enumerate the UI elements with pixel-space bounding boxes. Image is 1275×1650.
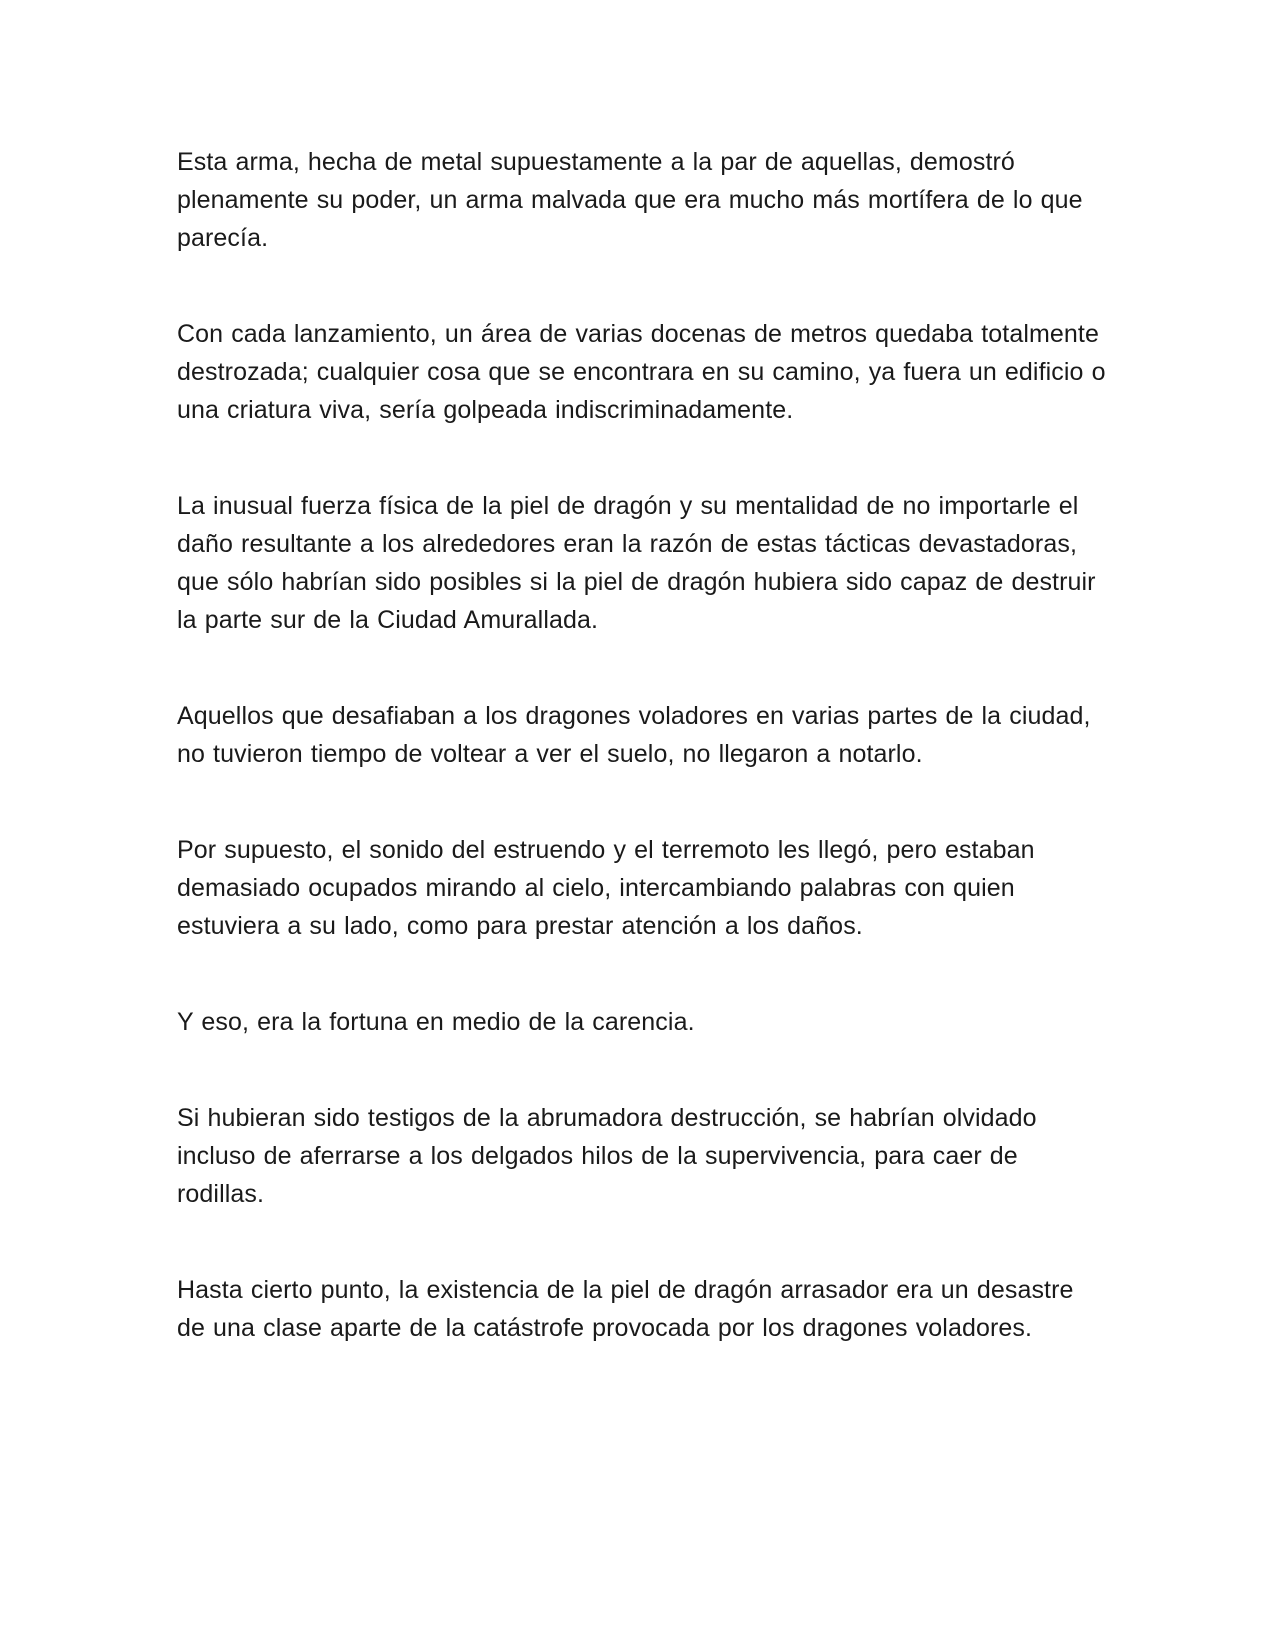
document-body: [177, 143, 1107, 1405]
paragraph-7: Si hubieran sido testigos de la abrumadora destrucción, se habrían olvidado incluso de aferrarse a los delgados hilos de la supervivencia, para caer de rodillas.: [177, 1104, 1037, 1208]
paragraph-6: Y eso, era la fortuna en medio de la carencia.: [177, 1008, 695, 1036]
paragraph-1: Esta arma, hecha de metal supuestamente a la par de aquellas, demostró plenamente su poder, un arma malvada que era mucho más mortífera de lo que parecía.: [177, 148, 1083, 252]
paragraph-8: Hasta cierto punto, la existencia de la piel de dragón arrasador era un desastre de una clase aparte de la catástrofe provocada por los dragones voladores.: [177, 1276, 1074, 1342]
paragraph-3: La inusual fuerza física de la piel de dragón y su mentalidad de no importarle el daño resultante a los alrededores eran la razón de estas tácticas devastadoras, que sólo habrían sido posibles si la piel de dragón hubiera sido capaz de destruir la parte sur de la Ciudad Amurallada.: [177, 492, 1096, 634]
paragraph-4: Aquellos que desafiaban a los dragones voladores en varias partes de la ciudad, no tuvieron tiempo de voltear a ver el suelo, no llegaron a notarlo.: [177, 702, 1091, 768]
paragraph-2: Con cada lanzamiento, un área de varias docenas de metros quedaba totalmente destrozada; cualquier cosa que se encontrara en su camino, ya fuera un edificio o una criatura viva, sería golpeada indiscriminadamente.: [177, 320, 1106, 424]
paragraph-5: Por supuesto, el sonido del estruendo y el terremoto les llegó, pero estaban demasiado ocupados mirando al cielo, intercambiando palabras con quien estuviera a su lado, como para prestar atención a los daños.: [177, 836, 1035, 940]
